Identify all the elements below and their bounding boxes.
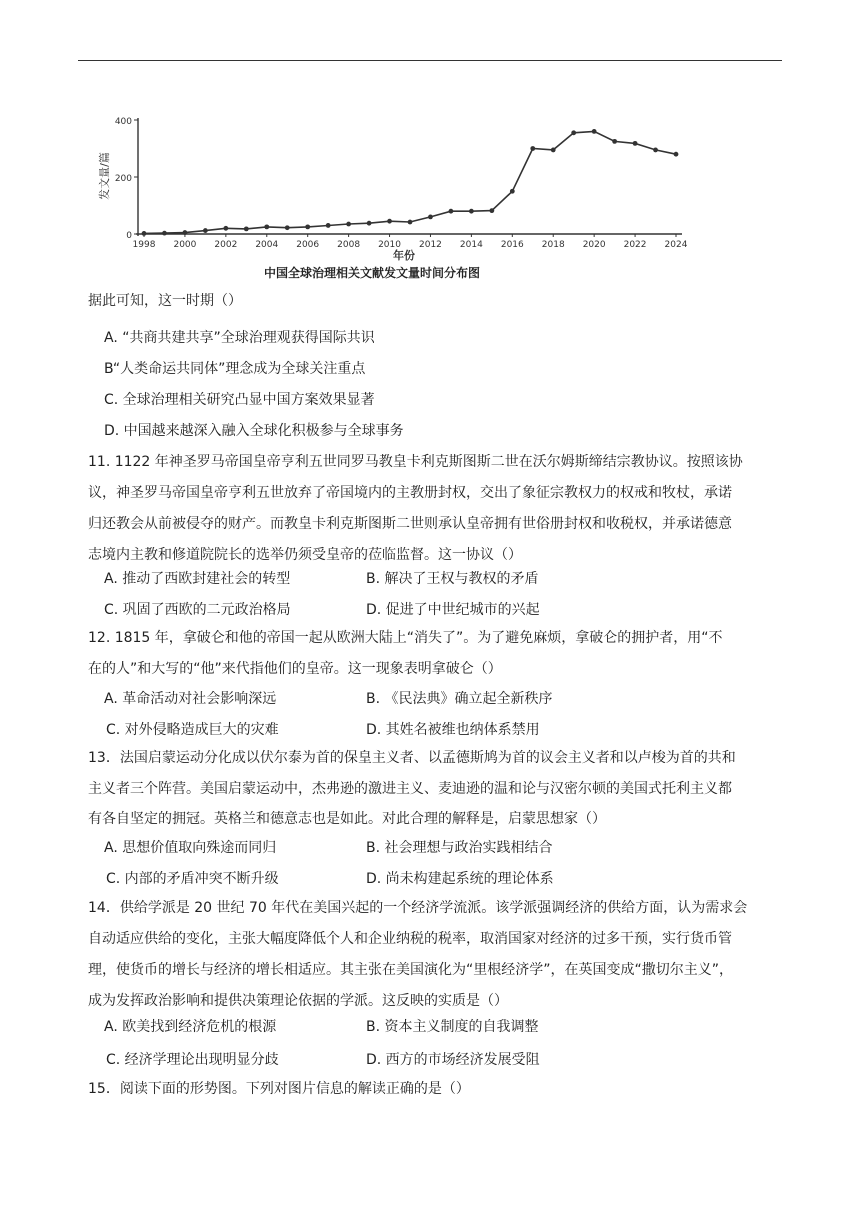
q10-option-b: B“人类命运共同体”理念成为全球关注重点 bbox=[104, 361, 366, 377]
data-point bbox=[326, 223, 331, 228]
x-tick-label: 2016 bbox=[500, 240, 524, 250]
q10-option-c: C. 全球治理相关研究凸显中国方案效果显著 bbox=[104, 392, 375, 408]
y-tick-label: 400 bbox=[114, 117, 132, 127]
q13-option-b: B. 社会理想与政治实践相结合 bbox=[366, 840, 553, 856]
data-point bbox=[633, 141, 638, 146]
x-tick-label: 1998 bbox=[132, 240, 156, 250]
data-point bbox=[469, 209, 474, 214]
q11-option-a: A. 推动了西欧封建社会的转型 bbox=[104, 571, 291, 587]
data-point bbox=[510, 189, 515, 194]
q10-option-d: D. 中国越来越深入融入全球化积极参与全球事务 bbox=[104, 423, 404, 439]
data-point bbox=[183, 230, 188, 235]
x-tick-label: 2002 bbox=[214, 240, 238, 250]
q11-option-d: D. 促进了中世纪城市的兴起 bbox=[366, 602, 540, 618]
data-point bbox=[203, 228, 208, 233]
x-tick-label: 2022 bbox=[623, 240, 647, 250]
line-chart bbox=[92, 108, 702, 284]
q11-option-b: B. 解决了王权与教权的矛盾 bbox=[366, 571, 539, 587]
x-tick-label: 2020 bbox=[582, 240, 606, 250]
q11-line: 志境内主教和修道院院长的选举仍须受皇帝的莅临监督。这一协议（） bbox=[88, 547, 522, 563]
q14-line: 14．供给学派是 20 世纪 70 年代在美国兴起的一个经济学流派。该学派强调经济的供给方面，认为需求会 bbox=[88, 900, 748, 916]
x-tick-label: 2000 bbox=[173, 240, 197, 250]
data-point bbox=[142, 231, 147, 236]
q11-line: 归还教会从前被侵夺的财产。而教皇卡利克斯图斯二世则承认皇帝拥有世俗册封权和收税权，并承诺德意 bbox=[88, 516, 732, 532]
q13-option-c: C. 内部的矛盾冲突不断升级 bbox=[106, 871, 279, 887]
data-point bbox=[449, 209, 454, 214]
data-point bbox=[489, 208, 494, 213]
data-point bbox=[674, 152, 679, 157]
data-point bbox=[408, 220, 413, 225]
x-tick-label: 2012 bbox=[419, 240, 442, 250]
q12-line: 12. 1815 年，拿破仑和他的帝国一起从欧洲大陆上“消失了”。为了避免麻烦，拿破仑的拥护者，用“不 bbox=[88, 630, 723, 646]
series-line bbox=[144, 131, 676, 233]
data-point bbox=[653, 148, 658, 153]
data-point bbox=[571, 130, 576, 135]
q14-option-a: A. 欧美找到经济危机的根源 bbox=[104, 1019, 277, 1035]
q12-line: 在的人”和大写的“他”来代指他们的皇帝。这一现象表明拿破仑（） bbox=[88, 661, 502, 677]
chart-svg bbox=[92, 108, 702, 284]
data-point bbox=[244, 226, 249, 231]
x-tick-label: 2010 bbox=[378, 240, 401, 250]
data-point bbox=[530, 146, 535, 151]
chart-x-axis-label: 年份 bbox=[393, 249, 415, 262]
q13-line: 13．法国启蒙运动分化成以伏尔泰为首的保皇主义者、以孟德斯鸠为首的议会主义者和以卢梭为首的共和 bbox=[88, 750, 736, 766]
x-tick-label: 2014 bbox=[459, 240, 483, 250]
data-point bbox=[223, 226, 228, 231]
q14-option-c: C. 经济学理论出现明显分歧 bbox=[106, 1052, 279, 1068]
q12-option-a: A. 革命活动对社会影响深远 bbox=[104, 691, 277, 707]
q14-option-b: B. 资本主义制度的自我调整 bbox=[366, 1019, 539, 1035]
q13-option-d: D. 尚未构建起系统的理论体系 bbox=[366, 871, 554, 887]
x-tick-label: 2018 bbox=[541, 240, 565, 250]
q11-line: 11. 1122 年神圣罗马帝国皇帝亨利五世同罗马教皇卡利克斯图斯二世在沃尔姆斯缔结宗教协议。按照该协 bbox=[88, 454, 743, 470]
question-10-stem: 据此可知，这一时期（） bbox=[88, 293, 242, 309]
data-point bbox=[367, 221, 372, 226]
data-point bbox=[346, 222, 351, 227]
q13-option-a: A. 思想价值取向殊途而同归 bbox=[104, 840, 277, 856]
data-point bbox=[428, 215, 433, 220]
q11-option-c: C. 巩固了西欧的二元政治格局 bbox=[104, 602, 291, 618]
data-point bbox=[612, 139, 617, 144]
q14-line: 成为发挥政治影响和提供决策理论依据的学派。这反映的实质是（） bbox=[88, 993, 508, 1009]
data-point bbox=[162, 231, 167, 236]
q14-line: 理，使货币的增长与经济的增长相适应。其主张在美国演化为“里根经济学”，在英国变成“撒切尔主义”， bbox=[88, 962, 734, 978]
q11-line: 议，神圣罗马帝国皇帝亨利五世放弃了帝国境内的主教册封权，交出了象征宗教权力的权戒和牧杖，承诺 bbox=[88, 485, 732, 501]
chart-title: 中国全球治理相关文献发文量时间分布图 bbox=[263, 266, 481, 280]
y-tick-label: 0 bbox=[126, 231, 132, 241]
data-point bbox=[387, 219, 392, 224]
chart-y-axis-label: 发文量/篇 bbox=[98, 152, 111, 200]
data-point bbox=[305, 224, 310, 229]
data-point bbox=[264, 224, 269, 229]
q12-option-c: C. 对外侵略造成巨大的灾难 bbox=[106, 722, 279, 738]
q14-option-d: D. 西方的市场经济发展受阻 bbox=[366, 1052, 540, 1068]
x-tick-label: 2024 bbox=[664, 240, 688, 250]
x-tick-label: 2006 bbox=[296, 240, 320, 250]
q10-option-a: A. “共商共建共享”全球治理观获得国际共识 bbox=[104, 330, 375, 346]
data-point bbox=[551, 148, 556, 153]
question-15-stem: 15．阅读下面的形势图。下列对图片信息的解读正确的是（） bbox=[88, 1081, 470, 1097]
q13-line: 主义者三个阵营。美国启蒙运动中，杰弗逊的激进主义、麦迪逊的温和论与汉密尔顿的美国式托利主义都 bbox=[88, 781, 732, 797]
x-tick-label: 2004 bbox=[255, 240, 279, 250]
x-tick-label: 2008 bbox=[337, 240, 361, 250]
data-point bbox=[592, 129, 597, 134]
y-tick-label: 200 bbox=[114, 174, 132, 184]
q12-option-b: B. 《民法典》确立起全新秩序 bbox=[366, 691, 553, 707]
header-rule bbox=[78, 60, 782, 61]
q12-option-d: D. 其姓名被维也纳体系禁用 bbox=[366, 722, 540, 738]
data-point bbox=[285, 225, 290, 230]
q13-line: 有各自坚定的拥冠。英格兰和德意志也是如此。对此合理的解释是，启蒙思想家（） bbox=[88, 811, 606, 827]
q14-line: 自动适应供给的变化，主张大幅度降低个人和企业纳税的税率，取消国家对经济的过多干预，实行货币管 bbox=[88, 931, 732, 947]
